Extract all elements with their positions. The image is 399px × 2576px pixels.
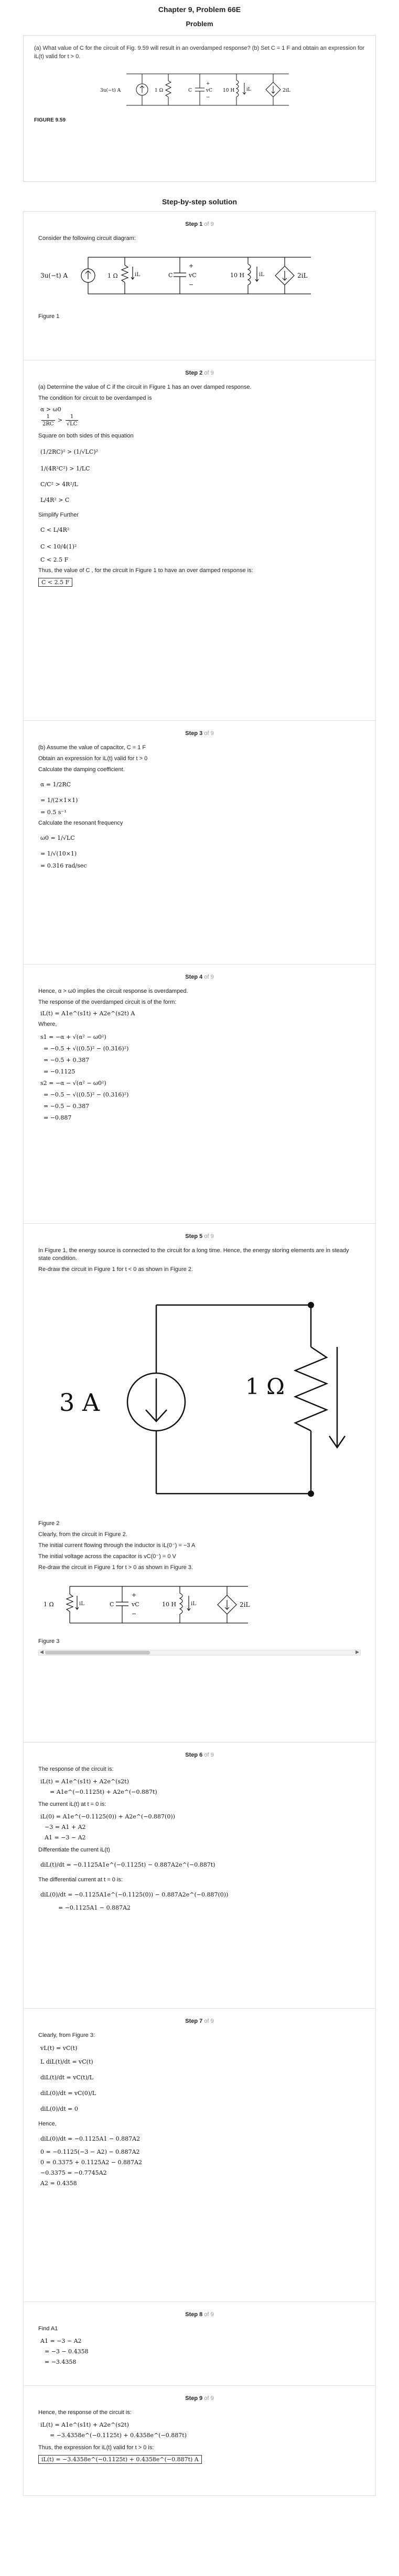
- problem-heading: Problem: [186, 20, 213, 28]
- s7-line2: diL(0)/dt = −0.1125A1 − 0.887A2: [40, 2135, 141, 2142]
- s3-p1: (b) Assume the value of capacitor, C = 1 F: [38, 744, 146, 751]
- s5-p4: The initial current flowing through the inductor is iL(0⁻) = −3 A: [38, 1542, 196, 1549]
- s2-m1: α > ω0: [40, 406, 61, 413]
- s5-p3: Clearly, from the circuit in Figure 2.: [38, 1531, 127, 1538]
- s2-p5: Thus, the value of C , for the circuit in Figure 1 to have an over damped response is:: [38, 567, 253, 574]
- s2-m9: C < 2.5 F: [40, 556, 69, 563]
- problem-vc-label: vC: [206, 88, 212, 93]
- problem-dep-label: 2iL: [282, 88, 290, 93]
- s3-m2: = 1/(2×1×1): [40, 797, 78, 804]
- figure-3-circuit: [38, 1576, 269, 1634]
- fig3-dep-label: 2iL: [240, 1601, 250, 1608]
- s7-line2: −0.3375 = −0.7745A2: [40, 2169, 107, 2176]
- s4-p1: Hence, α > ω0 implies the circuit response is overdamped.: [38, 988, 188, 994]
- problem-text: (a) What value of C for the circuit of Fig. 9.59 will result in an overdamped response? (b) Set C = 1 F and obtain an expression for iL(t) valid for t > 0.: [34, 45, 365, 60]
- step-5-header: Step 5 of 9: [185, 1233, 214, 1240]
- s2-m8: C < 10/4(1)²: [40, 543, 77, 550]
- s3-m6: = 0.316 rad/sec: [40, 862, 87, 869]
- step-1-figure-label: Figure 1: [38, 313, 60, 320]
- fig3-il-r: iL: [79, 1601, 84, 1607]
- s2-m6: L/4R² > C: [40, 497, 70, 503]
- s8-p1: Find A1: [38, 2326, 58, 2332]
- s1-dep-label: 2iL: [297, 272, 308, 279]
- step-7-header: Step 7 of 9: [185, 2018, 214, 2024]
- s7-line2: 0 = −0.1125(−3 − A2) − 0.887A2: [40, 2149, 140, 2155]
- step-4-header: Step 4 of 9: [185, 974, 214, 980]
- scrollbar-thumb[interactable]: [45, 1651, 150, 1654]
- s6-m8: = −0.1125A1 − 0.887A2: [58, 1904, 131, 1911]
- s7-line: diL(t)/dt = vC(t)/L: [40, 2074, 93, 2081]
- s3-m1: α = 1/2RC: [40, 781, 71, 788]
- s1-plus: +: [189, 262, 194, 269]
- step-8-header: Step 8 of 9: [185, 2311, 214, 2318]
- fig3-l-label: 10 H: [162, 1601, 177, 1608]
- figure-2-source-label: 3 A: [59, 1388, 100, 1417]
- s6-m2: = A1e^(−0.1125t) + A2e^(−0.887t): [50, 1789, 157, 1795]
- s2-m5: C/C² > 4R²/L: [40, 481, 78, 488]
- s7-line2: 0 = 0.3375 + 0.1125A2 − 0.887A2: [40, 2159, 142, 2166]
- fig3-vc-label: vC: [132, 1601, 139, 1608]
- s1-vc-label: vC: [189, 272, 197, 279]
- step-4: [23, 964, 376, 1224]
- s7-line: L diL(t)/dt = vC(t): [40, 2058, 93, 2065]
- fig3-minus: −: [132, 1610, 137, 1617]
- step-5: [23, 1224, 376, 1742]
- s1-minus: −: [189, 281, 194, 288]
- step-3-header: Step 3 of 9: [185, 730, 214, 737]
- step-9: [23, 2386, 376, 2496]
- s2-p3: Square on both sides of this equation: [38, 433, 134, 439]
- s4-line: s1 = −α + √(α² − ω0²): [40, 1034, 106, 1040]
- s5-p6: Re-draw the circuit in Figure 1 for t > 0 as shown in Figure 3.: [38, 1564, 193, 1571]
- s5-p2: Re-draw the circuit in Figure 1 for t < 0 as shown in Figure 2.: [38, 1266, 193, 1273]
- s2-m7: C < L/4R²: [40, 527, 70, 533]
- s2-p1: (a) Determine the value of C if the circuit in Figure 1 has an over damped response.: [38, 384, 252, 390]
- step-6-header: Step 6 of 9: [185, 1752, 214, 1758]
- s4-line: = −0.887: [44, 1114, 72, 1121]
- s1-source-label: 3u(−t) A: [40, 272, 68, 279]
- s6-p3: Differentiate the current iL(t): [38, 1847, 110, 1853]
- s4-line: = −0.5 + 0.387: [44, 1057, 90, 1064]
- s4-line: = −0.1125: [44, 1068, 76, 1075]
- s6-p4: The differential current at t = 0 is:: [38, 1877, 123, 1883]
- s1-l-label: 10 H: [230, 272, 245, 279]
- s6-m6: diL(t)/dt = −0.1125A1e^(−0.1125t) − 0.887A2e^(−0.887t): [40, 1861, 215, 1868]
- s3-m3: = 0.5 s⁻¹: [40, 809, 67, 816]
- fig3-plus: +: [132, 1592, 137, 1598]
- problem-l-label: 10 H: [222, 88, 234, 93]
- s7-p2: Hence,: [38, 2121, 57, 2127]
- step-7: [23, 2009, 376, 2302]
- problem-source-label: 3u(−t) A: [100, 88, 121, 93]
- s6-m3: iL(0) = A1e^(−0.1125(0)) + A2e^(−0.887(0)): [40, 1813, 175, 1820]
- fig3-c-label: C: [110, 1601, 114, 1608]
- problem-circuit: [90, 66, 310, 113]
- fig3-r-label: 1 Ω: [44, 1601, 54, 1608]
- problem-figure-label: FIGURE 9.59: [34, 117, 66, 123]
- s5-fig2: Figure 2: [38, 1520, 60, 1527]
- problem-il-label: iL: [246, 87, 251, 92]
- horizontal-scrollbar[interactable]: [38, 1650, 361, 1656]
- problem-vc-minus: −: [206, 95, 210, 100]
- s2-p4: Simplify Further: [38, 512, 79, 518]
- solution-heading: Step-by-step solution: [161, 198, 238, 206]
- s1-r-label: 1 Ω: [107, 272, 118, 279]
- scroll-right-arrow-icon[interactable]: ▶: [355, 1649, 359, 1654]
- s9-p1: Hence, the response of the circuit is:: [38, 2409, 132, 2416]
- s4-line: s2 = −α − √(α² − ω0²): [40, 1080, 106, 1087]
- s1-il-l: iL: [259, 272, 264, 278]
- step-1-header: Step 1 of 9: [185, 221, 214, 227]
- s4-p2: The response of the overdamped circuit is of the form:: [38, 999, 177, 1005]
- figure-2-r-label: 1 Ω: [245, 1374, 285, 1399]
- s9-m2: = −3.4358e^(−0.1125t) + 0.4358e^(−0.887t): [50, 2432, 187, 2439]
- s8-line: A1 = −3 − A2: [40, 2338, 82, 2344]
- s2-m4: 1/(4R²C²) > 1/LC: [40, 465, 90, 472]
- s4-line: = −0.5 + √((0.5)² − (0.316)²): [44, 1045, 129, 1052]
- s9-p2: Thus, the expression for iL(t) valid for t > 0 is:: [38, 2445, 154, 2451]
- s7-line2: A2 = 0.4358: [40, 2180, 77, 2187]
- s4-p3: Where,: [38, 1021, 57, 1027]
- s1-c-label: C: [168, 272, 173, 279]
- s2-answer: C < 2.5 F: [38, 578, 72, 587]
- s3-m5: = 1/√(10×1): [40, 850, 77, 857]
- step-3: [23, 721, 376, 964]
- s6-m5: A1 = −3 − A2: [45, 1834, 86, 1841]
- step-6: [23, 1742, 376, 2009]
- s3-m4: ω0 = 1/√LC: [40, 835, 75, 841]
- s3-p2: Obtain an expression for iL(t) valid for t > 0: [38, 755, 148, 762]
- step-2: [23, 360, 376, 721]
- s4-line: = −0.5 − 0.387: [44, 1103, 90, 1110]
- s3-p3: Calculate the damping coefficient.: [38, 766, 125, 773]
- s2-p2: The condition for circuit to be overdamped is: [38, 395, 152, 401]
- s6-m1: iL(t) = A1e^(s1t) + A2e^(s2t): [40, 1778, 129, 1785]
- s6-m4: −3 = A1 + A2: [45, 1824, 86, 1830]
- s9-m1: iL(t) = A1e^(s1t) + A2e^(s2t): [40, 2421, 129, 2428]
- s6-p1: The response of the circuit is:: [38, 1766, 114, 1772]
- s8-line: = −3 − 0.4358: [45, 2348, 89, 2355]
- problem-c-label: C: [188, 88, 192, 93]
- step-1-intro: Consider the following circuit diagram:: [38, 235, 136, 242]
- s2-m3: (1/2RC)² > (1/√LC)²: [40, 448, 99, 455]
- s3-p4: Calculate the resonant frequency: [38, 820, 123, 826]
- s7-line: vL(t) = vC(t): [40, 2045, 78, 2052]
- s5-p5: The initial voltage across the capacitor is vC(0⁻) = 0 V: [38, 1553, 176, 1560]
- problem-vc-plus: +: [206, 81, 210, 86]
- problem-card: [23, 35, 376, 182]
- s9-answer: iL(t) = −3.4358e^(−0.1125t) + 0.4358e^(−0.887t) A: [38, 2455, 202, 2464]
- step-1: [23, 211, 376, 360]
- s5-fig3: Figure 3: [38, 1638, 60, 1645]
- scroll-left-arrow-icon[interactable]: ◀: [40, 1649, 44, 1654]
- s6-p2: The current iL(t) at t = 0 is:: [38, 1801, 106, 1807]
- figure-2-circuit: [38, 1284, 363, 1515]
- step-2-header: Step 2 of 9: [185, 370, 214, 376]
- s5-p1: In Figure 1, the energy source is connected to the circuit for a long time. Hence, the energy storing elements are in steady state condition.: [38, 1247, 349, 1262]
- s7-line: diL(0)/dt = 0: [40, 2106, 78, 2112]
- problem-r-label: 1 Ω: [154, 88, 163, 93]
- s1-il-r: iL: [135, 272, 140, 278]
- s4-m1: iL(t) = A1e^(s1t) + A2e^(s2t) A: [40, 1010, 135, 1017]
- page-title: Chapter 9, Problem 66E: [158, 5, 241, 14]
- s6-m7: diL(0)/dt = −0.1125A1e^(−0.1125(0)) − 0.887A2e^(−0.887(0)): [40, 1891, 229, 1898]
- s7-line: diL(0)/dt = vC(0)/L: [40, 2090, 96, 2097]
- step-1-circuit: [38, 247, 332, 304]
- fig3-il-l: iL: [191, 1601, 196, 1607]
- step-9-header: Step 9 of 9: [185, 2395, 214, 2402]
- s2-m2: $\frac{1}{2RC}$ > $\frac{1}{√LC}$: [42, 414, 78, 427]
- s4-line: = −0.5 − √((0.5)² − (0.316)²): [44, 1091, 129, 1098]
- step-8: [23, 2302, 376, 2386]
- s7-p1: Clearly, from Figure 3:: [38, 2032, 95, 2038]
- s8-line: = −3.4358: [45, 2359, 77, 2365]
